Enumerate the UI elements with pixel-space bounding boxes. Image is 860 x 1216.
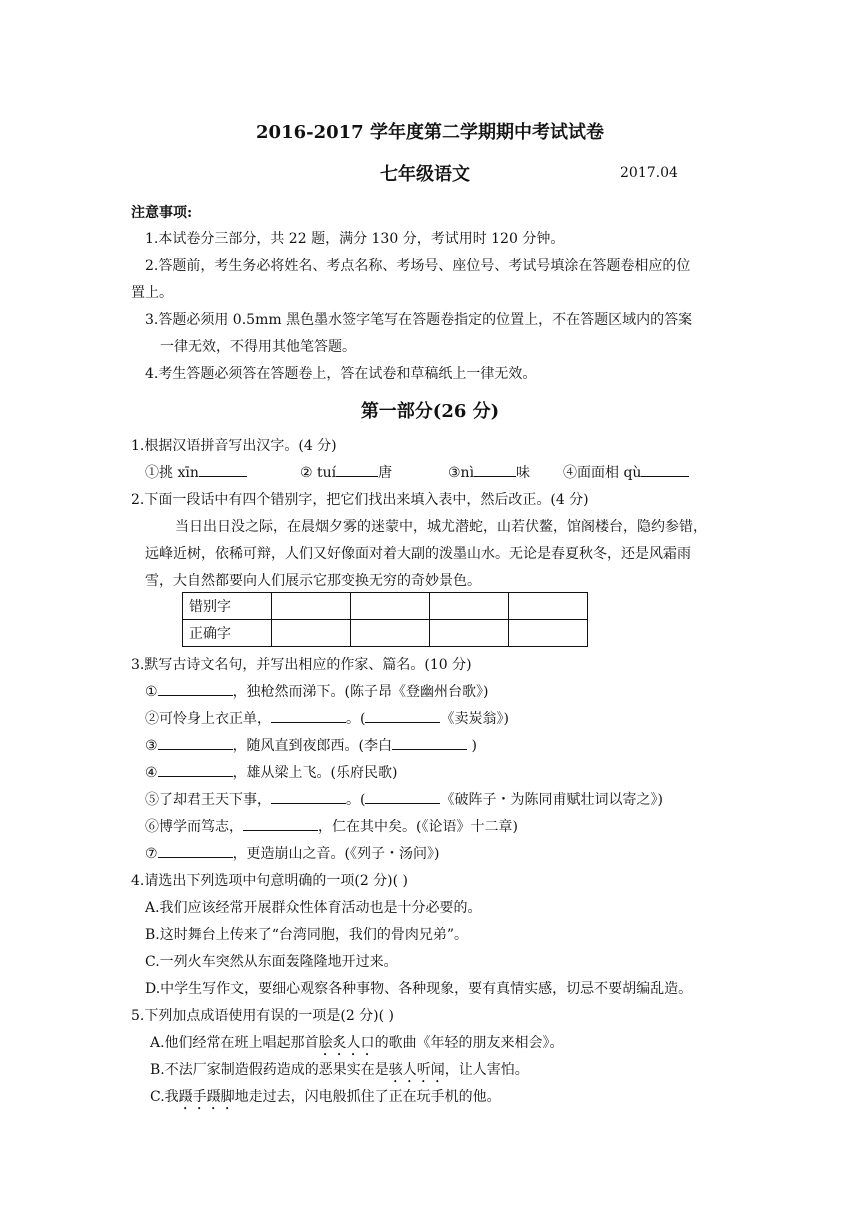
table-cell[interactable] bbox=[351, 593, 430, 620]
q3-text: 。( bbox=[346, 792, 366, 808]
q3-line bbox=[145, 708, 509, 728]
q1-stem: 1.根据汉语拼音写出汉字。(4 分) bbox=[131, 438, 337, 454]
table-cell[interactable] bbox=[509, 593, 588, 620]
q1-item-a bbox=[145, 462, 247, 482]
note-item: 2.答题前，考生务必将姓名、考点名称、考场号、座位号、考试号填涂在答题卷相应的位 bbox=[145, 258, 691, 274]
answer-blank[interactable] bbox=[243, 816, 318, 831]
section-heading: 第一部分(26 分) bbox=[360, 401, 500, 422]
q3-line bbox=[145, 789, 663, 809]
q1-c-label: ③nì bbox=[448, 465, 475, 481]
q3-line bbox=[145, 681, 489, 701]
q3-text: ⑦ bbox=[145, 846, 158, 862]
table-cell[interactable] bbox=[430, 593, 509, 620]
q5-text: 的歌曲《年轻的朋友来相会》。 bbox=[374, 1035, 564, 1051]
q3-text: ⑥博学而笃志， bbox=[145, 819, 243, 835]
answer-blank[interactable] bbox=[158, 843, 233, 858]
q1-b-after: 唐 bbox=[378, 465, 393, 481]
note-item: 1.本试卷分三部分，共 22 题，满分 130 分，考试用时 120 分钟。 bbox=[145, 231, 565, 247]
q3-text: ⑤了却君王天下事， bbox=[145, 792, 271, 808]
q3-text: ，更造崩山之音。(《列子・汤问》) bbox=[232, 846, 440, 862]
table-cell[interactable] bbox=[430, 620, 509, 647]
q3-text: ，雄从梁上飞。(乐府民歌) bbox=[232, 765, 398, 781]
q3-text: ，仁在其中矣。(《论语》十二章) bbox=[318, 819, 518, 835]
q4-stem: 4.请选出下列选项中句意明确的一项(2 分)( ) bbox=[131, 873, 409, 889]
q5-text: ，让人害怕。 bbox=[444, 1062, 529, 1078]
table-row bbox=[183, 593, 588, 620]
q2-passage-line: 雪，大自然都要向人们展示它那变换无穷的奇妙景色。 bbox=[145, 573, 481, 589]
q3-text: ，随风直到夜郎西。(李白 bbox=[232, 738, 393, 754]
exam-date: 2017.04 bbox=[620, 165, 678, 181]
q3-text: ③ bbox=[145, 738, 158, 754]
answer-blank[interactable] bbox=[392, 735, 467, 750]
q5-text: A.他们经常在班上唱起那首 bbox=[150, 1035, 319, 1051]
answer-blank[interactable] bbox=[158, 735, 233, 750]
q3-line bbox=[145, 762, 398, 782]
row-header-wrong: 错别字 bbox=[183, 593, 272, 620]
q1-item-b bbox=[300, 462, 392, 482]
table-row bbox=[183, 620, 588, 647]
correction-table bbox=[182, 592, 588, 647]
q5-stem: 5.下列加点成语使用有误的一项是(2 分)( ) bbox=[131, 1008, 395, 1024]
q3-stem: 3.默写古诗文名句，并写出相应的作家、篇名。(10 分) bbox=[131, 657, 472, 673]
notes-heading: 注意事项: bbox=[131, 205, 193, 221]
q5-text: C.我 bbox=[150, 1089, 179, 1105]
q1-c-after: 味 bbox=[516, 465, 531, 481]
q5-text: 地走过去，闪电般抓住了正在玩手机的他。 bbox=[234, 1089, 501, 1105]
exam-subtitle: 七年级语文 bbox=[380, 164, 470, 185]
q5-option-b[interactable] bbox=[150, 1059, 529, 1086]
q1-item-c bbox=[448, 462, 530, 482]
answer-blank[interactable] bbox=[158, 762, 233, 777]
answer-blank[interactable] bbox=[365, 789, 440, 804]
note-item: 一律无效，不得用其他笔答题。 bbox=[160, 339, 356, 355]
answer-blank[interactable] bbox=[336, 462, 378, 477]
q3-line bbox=[145, 816, 518, 836]
q5-text: B.不法厂家制造假药造成的恶果实在是 bbox=[150, 1062, 389, 1078]
q3-text: 《卖炭翁》) bbox=[440, 711, 509, 727]
q4-option-a[interactable]: A.我们应该经常开展群众性体育活动也是十分必要的。 bbox=[145, 900, 482, 916]
table-cell[interactable] bbox=[272, 593, 351, 620]
note-item: 3.答题必须用 0.5mm 黑色墨水签字笔写在答题卷指定的位置上，不在答题区域内的答案 bbox=[145, 312, 693, 328]
q1-a-label: ①挑 xīn bbox=[145, 465, 199, 481]
answer-blank[interactable] bbox=[199, 462, 247, 477]
answer-blank[interactable] bbox=[158, 681, 233, 696]
note-item: 置上。 bbox=[131, 285, 173, 301]
q4-option-d[interactable]: D.中学生写作文，要细心观察各种事物、各种现象，要有真情实感，切忌不要胡编乱造。 bbox=[145, 981, 693, 997]
q5-option-c[interactable] bbox=[150, 1086, 501, 1113]
q5-dotted-idiom: 蹑手蹑脚 bbox=[178, 1089, 235, 1105]
answer-blank[interactable] bbox=[365, 708, 440, 723]
answer-blank[interactable] bbox=[641, 462, 689, 477]
q5-dotted-idiom: 脍炙人口 bbox=[318, 1035, 375, 1051]
q3-text: ) bbox=[467, 738, 477, 754]
q4-option-b[interactable]: B.这时舞台上传来了“台湾同胞，我们的骨肉兄弟”。 bbox=[145, 927, 469, 943]
q3-text: ②可怜身上衣正单， bbox=[145, 711, 271, 727]
q5-dotted-idiom: 骇人听闻 bbox=[388, 1062, 445, 1078]
q3-line bbox=[145, 735, 477, 755]
q4-option-c[interactable]: C.一列火车突然从东面轰隆隆地开过来。 bbox=[145, 954, 398, 970]
q1-d-label: ④面面相 qù bbox=[563, 465, 642, 481]
table-cell[interactable] bbox=[351, 620, 430, 647]
q3-text: 《破阵子・为陈同甫赋壮词以寄之》) bbox=[440, 792, 663, 808]
answer-blank[interactable] bbox=[271, 708, 346, 723]
q1-b-label: ② tuí bbox=[300, 465, 337, 481]
table-cell[interactable] bbox=[272, 620, 351, 647]
row-header-correct: 正确字 bbox=[183, 620, 272, 647]
q1-item-d bbox=[563, 462, 689, 482]
q3-text: 。( bbox=[346, 711, 366, 727]
q3-text: ④ bbox=[145, 765, 158, 781]
table-cell[interactable] bbox=[509, 620, 588, 647]
answer-blank[interactable] bbox=[474, 462, 516, 477]
answer-blank[interactable] bbox=[271, 789, 346, 804]
q3-line bbox=[145, 843, 440, 863]
q2-passage-line: 远峰近树，依稀可辩，人们又好像面对着大副的泼墨山水。无论是春夏秋冬，还是风霜雨 bbox=[145, 546, 691, 562]
q3-text: ，独枪然而涕下。(陈子昂《登幽州台歌》) bbox=[232, 684, 489, 700]
q5-option-a[interactable] bbox=[150, 1032, 564, 1059]
q2-passage-line: 当日出日没之际，在晨烟夕雾的迷蒙中，城尤潜蛇，山若伏鳌，馆阁楼台，隐约参错， bbox=[175, 519, 707, 535]
note-item: 4.考生答题必须答在答题卷上，答在试卷和草稿纸上一律无效。 bbox=[145, 366, 537, 382]
exam-title: 2016-2017 学年度第二学期期中考试试卷 bbox=[256, 122, 604, 143]
q3-text: ① bbox=[145, 684, 158, 700]
q2-stem: 2.下面一段话中有四个错别字，把它们找出来填入表中，然后改正。(4 分) bbox=[131, 492, 589, 508]
